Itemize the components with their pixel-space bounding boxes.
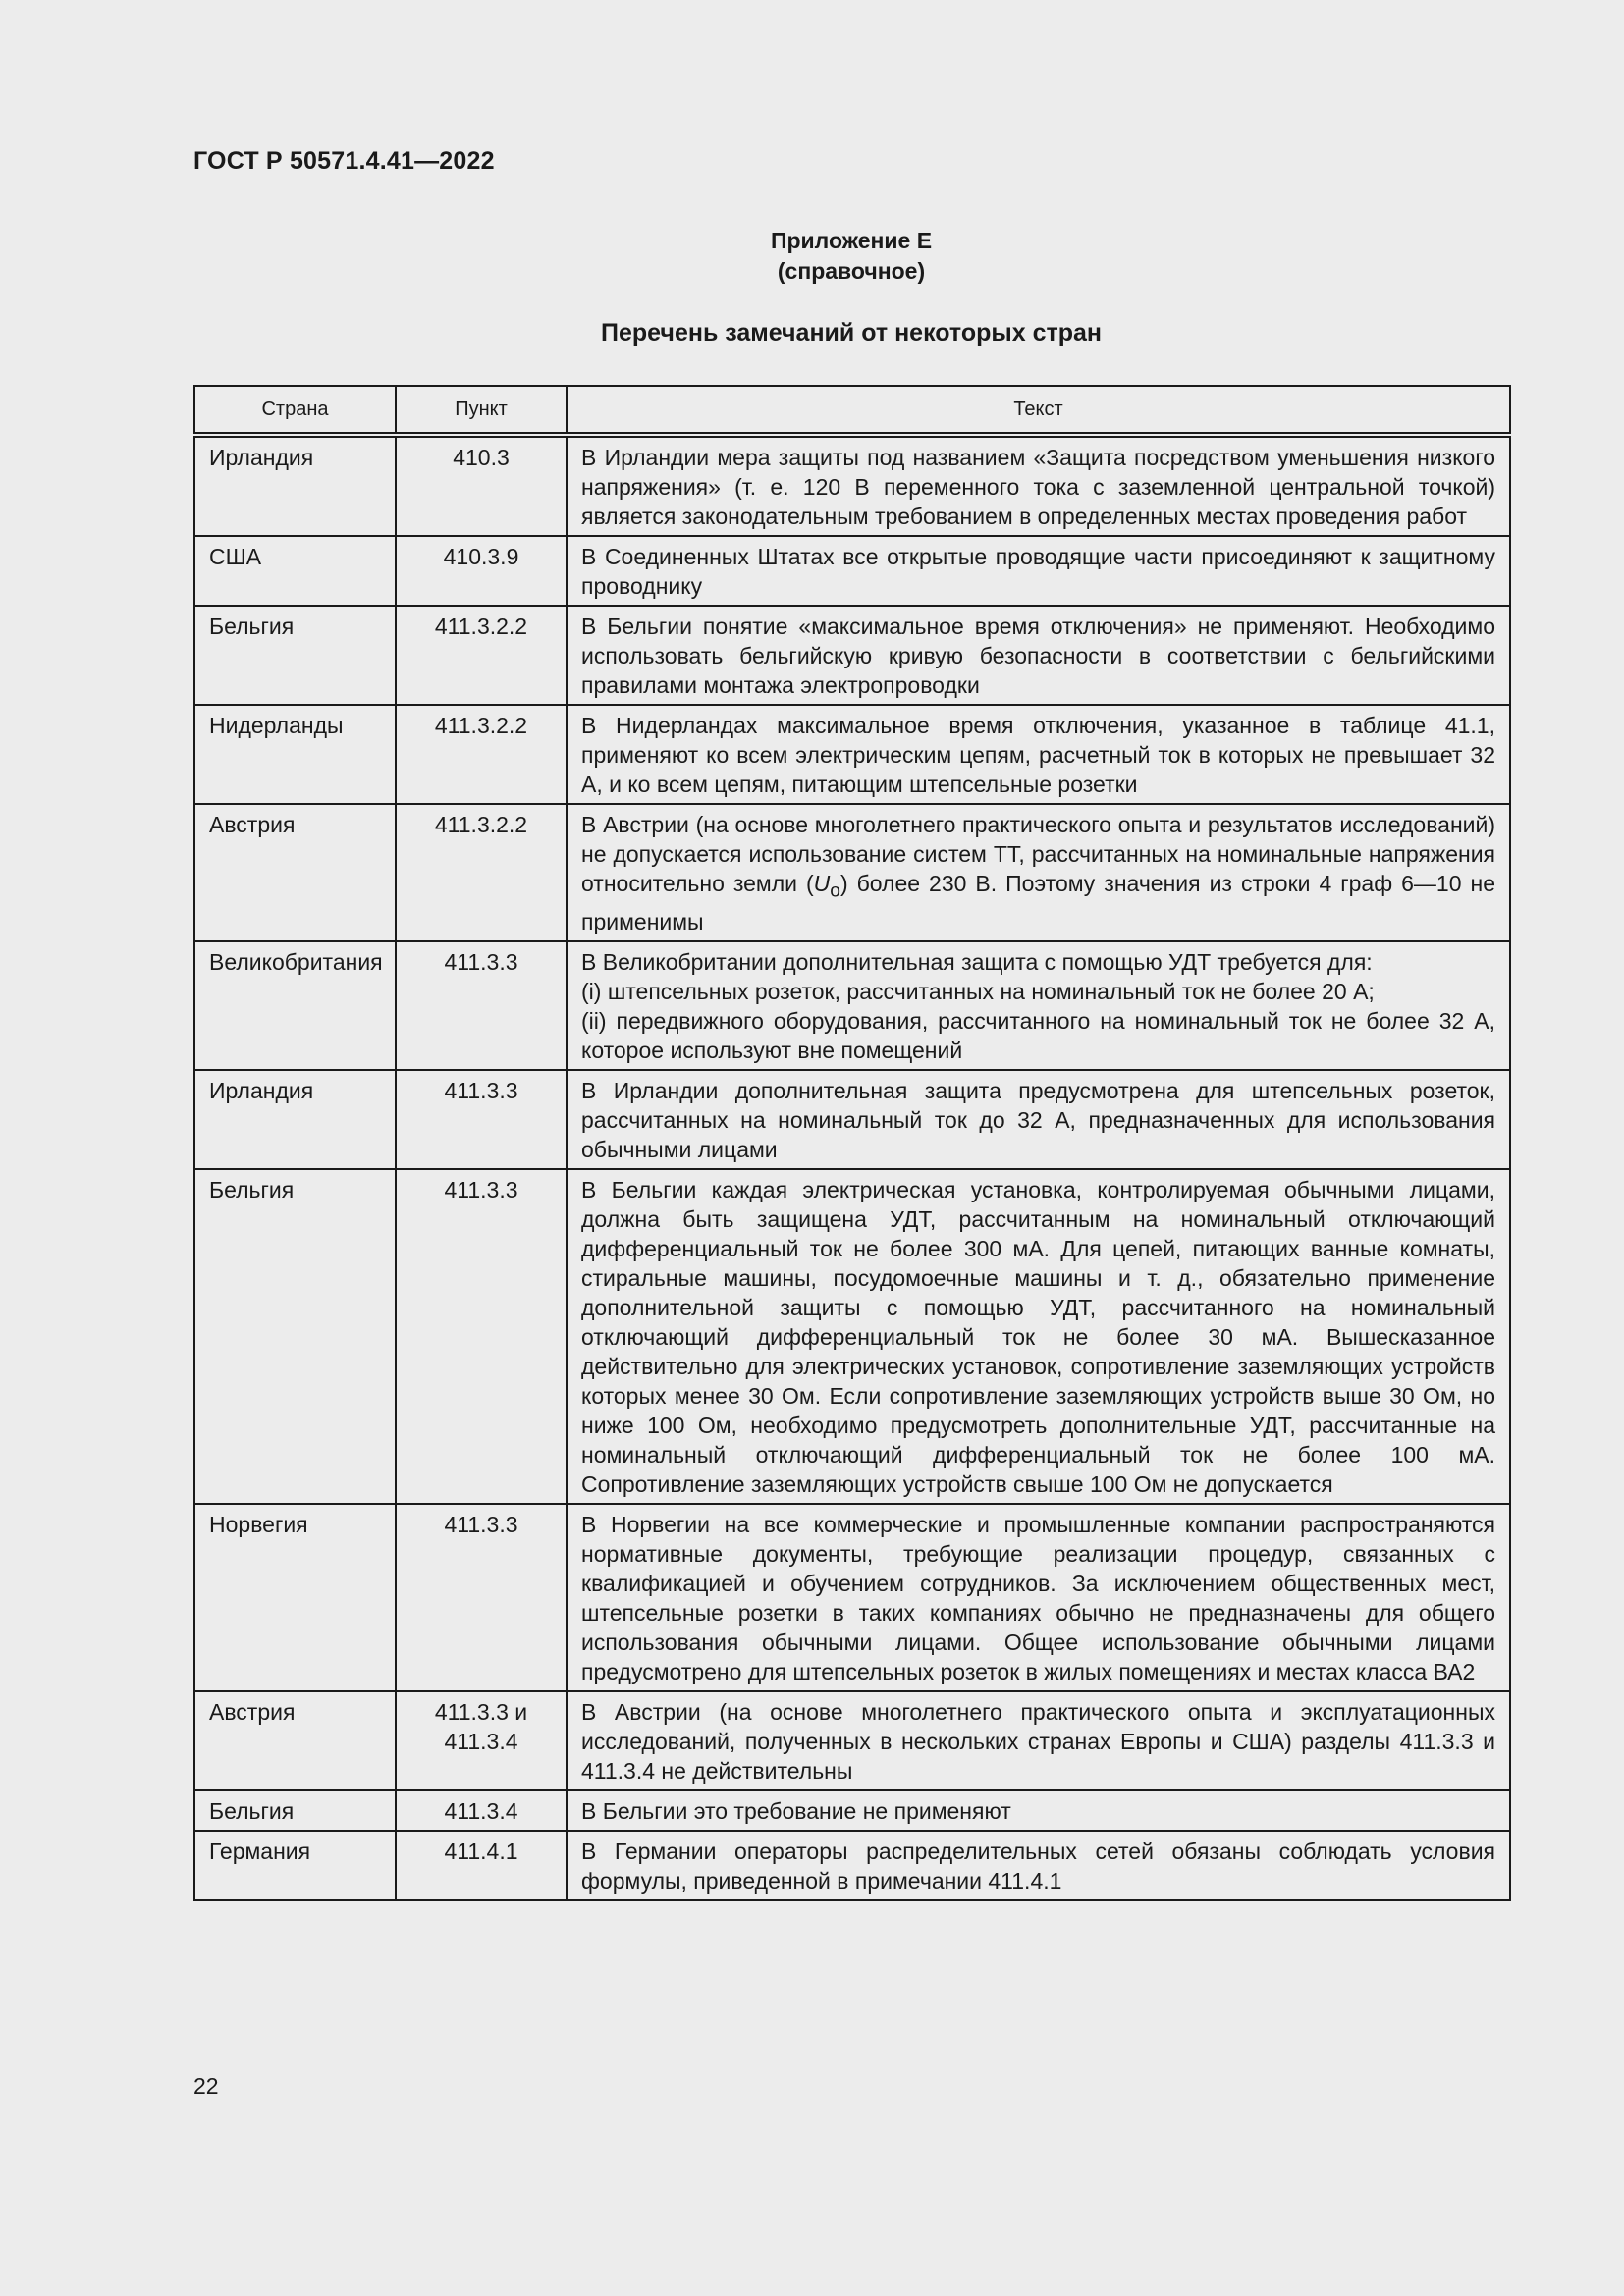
table-row xyxy=(194,705,1510,804)
annex-kind: (справочное) xyxy=(777,258,926,284)
table-row xyxy=(194,606,1510,705)
table-row xyxy=(194,1504,1510,1691)
clause-cell: 411.3.2.2 xyxy=(396,705,567,804)
text-before-symbol: В Австрии (на основе многолетнего практического опыта и результатов исследований) не допускается использование систем ТТ, рассчитанных на номинальные напряжения относительно земли ( xyxy=(581,812,1495,896)
country-cell: Австрия xyxy=(194,1691,396,1790)
clause-cell: 410.3 xyxy=(396,435,567,536)
table-row xyxy=(194,1691,1510,1790)
text-after-symbol: ) более 230 В. Поэтому значения из строки 4 граф 6—10 не применимы xyxy=(581,871,1495,934)
text-cell: В Ирландии дополнительная защита предусмотрена для штепсельных розеток, рассчитанных на номинальный ток до 32 А, предназначенных для использования обычными лицами xyxy=(567,1070,1510,1169)
clause-cell: 411.3.3 xyxy=(396,1070,567,1169)
text-cell: В Германии операторы распределительных сетей обязаны соблюдать условия формулы, приведенной в примечании 411.4.1 xyxy=(567,1831,1510,1900)
country-cell: США xyxy=(194,536,396,606)
text-line: (ii) передвижного оборудования, рассчитанного на номинальный ток не более 32 А, которое используют вне помещений xyxy=(581,1007,1495,1063)
country-cell: Австрия xyxy=(194,804,396,941)
page-number: 22 xyxy=(193,2073,219,2099)
text-line: (i) штепсельных розеток, рассчитанных на номинальный ток не более 20 А; xyxy=(581,978,1375,1004)
country-cell: Бельгия xyxy=(194,1169,396,1504)
column-header-clause: Пункт xyxy=(396,386,567,435)
voltage-symbol-subscript: о xyxy=(830,881,840,902)
table-row xyxy=(194,435,1510,536)
table-row xyxy=(194,1169,1510,1504)
country-cell: Ирландия xyxy=(194,435,396,536)
list-title: Перечень замечаний от некоторых стран xyxy=(601,319,1102,347)
text-cell xyxy=(567,804,1510,941)
clause-cell: 411.3.3 xyxy=(396,1169,567,1504)
table-row xyxy=(194,1790,1510,1831)
country-notes-table xyxy=(193,385,1511,1901)
country-cell: Бельгия xyxy=(194,1790,396,1831)
text-cell: В Соединенных Штатах все открытые проводящие части присоединяют к защитному проводнику xyxy=(567,536,1510,606)
annex-title: Приложение Е xyxy=(770,228,933,253)
text-cell: В Бельгии понятие «максимальное время отключения» не применяют. Необходимо использовать бельгийскую кривую безопасности в соответствии с бельгийскими правилами монтажа электропроводки xyxy=(567,606,1510,705)
clause-cell: 410.3.9 xyxy=(396,536,567,606)
text-cell: В Нидерландах максимальное время отключения, указанное в таблице 41.1, применяют ко всем электрическим цепям, расчетный ток в которых не превышает 32 А, и ко всем цепям, питающим штепсельные розетки xyxy=(567,705,1510,804)
table-row xyxy=(194,536,1510,606)
document-id: ГОСТ Р 50571.4.41—2022 xyxy=(193,147,495,175)
clause-cell xyxy=(396,1691,567,1790)
clause-line: 411.3.4 xyxy=(444,1728,518,1754)
country-cell: Ирландия xyxy=(194,1070,396,1169)
text-cell xyxy=(567,941,1510,1070)
table-row xyxy=(194,1070,1510,1169)
voltage-symbol: U xyxy=(813,871,831,896)
country-cell: Нидерланды xyxy=(194,705,396,804)
text-cell: В Норвегии на все коммерческие и промышленные компании распространяются нормативные документы, требующие реализации процедур, связанных с квалификацией и обучением сотрудников. За исключением общественных мест, штепсельные розетки в таких компаниях обычно не предназначены для общего использования обычными лицами. Общее использование обычными лицами предусмотрено для штепсельных розеток в жилых помещениях и местах класса ВА2 xyxy=(567,1504,1510,1691)
clause-cell: 411.4.1 xyxy=(396,1831,567,1900)
table-row xyxy=(194,804,1510,941)
column-header-text: Текст xyxy=(567,386,1510,435)
country-cell: Великобритания xyxy=(194,941,396,1070)
table-row xyxy=(194,941,1510,1070)
clause-cell: 411.3.2.2 xyxy=(396,804,567,941)
clause-cell: 411.3.3 xyxy=(396,1504,567,1691)
country-cell: Бельгия xyxy=(194,606,396,705)
country-cell: Германия xyxy=(194,1831,396,1900)
text-cell: В Австрии (на основе многолетнего практического опыта и эксплуатационных исследований, полученных в нескольких странах Европы и США) разделы 411.3.3 и 411.3.4 не действительны xyxy=(567,1691,1510,1790)
clause-line: 411.3.3 и xyxy=(434,1698,528,1725)
text-cell: В Бельгии это требование не применяют xyxy=(567,1790,1510,1831)
text-line: В Великобритании дополнительная защита с помощью УДТ требуется для: xyxy=(581,948,1373,975)
country-cell: Норвегия xyxy=(194,1504,396,1691)
table-header-row xyxy=(194,386,1510,435)
clause-cell: 411.3.3 xyxy=(396,941,567,1070)
column-header-country: Страна xyxy=(194,386,396,435)
text-cell: В Ирландии мера защиты под названием «Защита посредством уменьшения низкого напряжения» (т. е. 120 В переменного тока с заземленной центральной точкой) является законодательным требованием в определенных местах проведения работ xyxy=(567,435,1510,536)
text-cell: В Бельгии каждая электрическая установка, контролируемая обычными лицами, должна быть защищена УДТ, рассчитанным на номинальный отключающий дифференциальный ток не более 300 мА. Для цепей, питающих ванные комнаты, стиральные машины, посудомоечные машины и т. д., обязательно применение дополнительной защиты с помощью УДТ, рассчитанного на номинальный отключающий дифференциальный ток не более 30 мА. Вышесказанное действительно для электрических установок, сопротивление заземляющих устройств которых менее 30 Ом. Если сопротивление заземляющих устройств выше 30 Ом, но ниже 100 Ом, необходимо предусмотреть дополнительные УДТ, рассчитанные на номинальный отключающий дифференциальный ток не более 100 мА. Сопротивление заземляющих устройств свыше 100 Ом не допускается xyxy=(567,1169,1510,1504)
clause-cell: 411.3.4 xyxy=(396,1790,567,1831)
table-row xyxy=(194,1831,1510,1900)
clause-cell: 411.3.2.2 xyxy=(396,606,567,705)
